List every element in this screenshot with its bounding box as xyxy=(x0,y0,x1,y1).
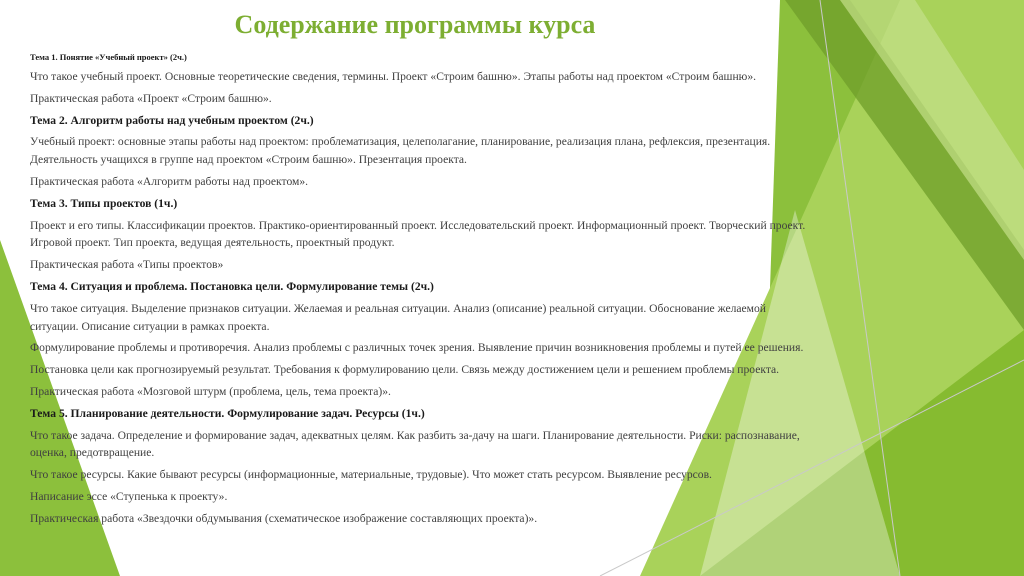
paragraph-line: Практическая работа «Типы проектов» xyxy=(30,258,224,272)
paragraph-line: Деятельность учащихся в группе над проектом «Строим башню». Презентация проекта. xyxy=(30,153,467,167)
paragraph-line: Практическая работа «Звездочки обдумывания (схематическое изображение составляющих проекта)». xyxy=(30,511,538,525)
paragraph-line: Что такое ситуация. Выделение признаков ситуации. Желаемая и реальная ситуации. Анализ (описание) реальной ситуации. Обоснование желаемой xyxy=(30,301,767,315)
course-content xyxy=(30,48,915,530)
paragraph-line: Написание эссе «Ступенька к проекту». xyxy=(30,489,228,503)
paragraph-line: оценка, предотвращение. xyxy=(30,446,155,460)
paragraph-line: Проект и его типы. Классификации проектов. Практико-ориентированный проект. Исследовательский проект. Информационный проект. Творческий проект. xyxy=(30,218,806,232)
paragraph-line: Практическая работа «Алгоритм работы над проектом». xyxy=(30,174,309,188)
topic-heading: Тема 5. Планирование деятельности. Формулирование задач. Ресурсы (1ч.) xyxy=(30,406,425,420)
paragraph-line: ситуации. Описание ситуации в рамках проекта. xyxy=(30,319,270,333)
paragraph-line: Что такое учебный проект. Основные теоретические сведения, термины. Проект «Строим башню». Этапы работы над проектом «Строим башню». xyxy=(30,70,757,83)
paragraph-line: Практическая работа «Проект «Строим башню». xyxy=(30,91,272,105)
paragraph-line: Что такое задача. Определение и формирование задач, адекватных целям. Как разбить за-дачу на шаги. Планирование деятельности. Риски: распознавание, xyxy=(30,428,800,442)
topic-heading: Тема 2. Алгоритм работы над учебным проектом (2ч.) xyxy=(30,113,314,127)
paragraph-line: Игровой проект. Тип проекта, ведущая деятельность, проектный продукт. xyxy=(30,236,395,250)
paragraph-line: Формулирование проблемы и противоречия. Анализ проблемы с различных точек зрения. Выявление причин возникновения проблемы и путей ее решения. xyxy=(30,341,804,355)
paragraph-line: Постановка цели как прогнозируемый результат. Требования к формулированию цели. Связь между достижением цели и решением проблемы проекта. xyxy=(30,363,780,377)
paragraph-line: Практическая работа «Мозговой штурм (проблема, цель, тема проекта)». xyxy=(30,384,391,398)
paragraph-line: Учебный проект: основные этапы работы над проектом: проблематизация, целеполагание, планирование, реализация плана, рефлексия, презентация. xyxy=(30,135,771,149)
topic-heading: Тема 4. Ситуация и проблема. Постановка цели. Формулирование темы (2ч.) xyxy=(30,279,434,293)
topic-heading: Тема 1. Понятие «Учебный проект» (2ч.) xyxy=(30,52,187,62)
page-title: Содержание программы курса xyxy=(234,10,596,39)
paragraph-line: Что такое ресурсы. Какие бывают ресурсы (информационные, материальные, трудовые). Что может стать ресурсом. Выявление ресурсов. xyxy=(30,468,712,482)
topic-heading: Тема 3. Типы проектов (1ч.) xyxy=(30,196,178,210)
